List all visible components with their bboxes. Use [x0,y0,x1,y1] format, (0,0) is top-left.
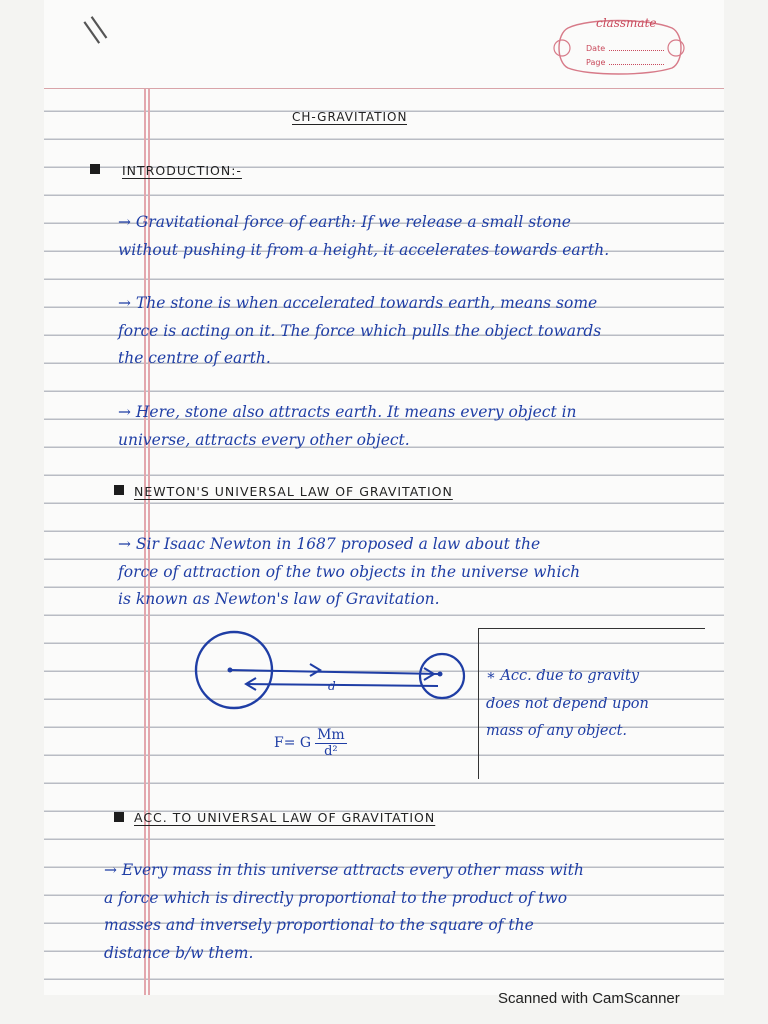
gravity-note: ∗ Acc. due to gravity does not depend upon mass of any object. [486,668,649,739]
gravitation-formula: F= G $\frac{Mm}{\text{d²}}$ [274,727,345,759]
newton-heading: NEWTON'S UNIVERSAL LAW OF GRAVITATION [134,484,453,499]
heading-bullet [90,164,100,174]
heading-bullet [114,812,124,822]
brand-name: classmate [596,16,657,30]
centre-point-large [228,668,233,673]
centre-point-small [438,672,443,677]
force-line-bottom [246,684,438,686]
notebook-brand-box [548,14,688,78]
force-line-top [230,670,440,674]
page-title: CH-GRAVITATION [292,110,408,124]
newton-paragraph: → Sir Isaac Newton in 1687 proposed a law about the force of attraction of the two objects in the universe which is known as Newton's law of Gravitation. [118,535,581,608]
page-field: Page [586,58,664,67]
acc-paragraph: → Every mass in this universe attracts every other mass with a force which is directly proportional to the product of two masses and inversely proportional to the square of the distance b/w them. [104,861,584,962]
pen-mark: || [78,11,111,47]
scanner-watermark: Scanned with CamScanner [498,990,680,1007]
intro-paragraph-3: → Here, stone also attracts earth. It means every object in universe, attracts every other object. [118,403,577,449]
intro-paragraph-2: → The stone is when accelerated towards earth, means some force is acting on it. The force which pulls the object towards the centre of earth. [118,294,602,367]
intro-heading: INTRODUCTION:- [122,163,242,178]
date-field: Date [586,44,664,53]
distance-label: d [328,679,336,693]
small-mass-circle [420,654,464,698]
intro-paragraph-1: → Gravitational force of earth: If we release a small stone without pushing it from a height, it accelerates towards earth. [118,213,610,259]
two-masses-diagram [190,628,480,728]
acc-heading: ACC. TO UNIVERSAL LAW OF GRAVITATION [134,810,436,825]
heading-bullet [114,485,124,495]
arrow-right [310,664,320,676]
